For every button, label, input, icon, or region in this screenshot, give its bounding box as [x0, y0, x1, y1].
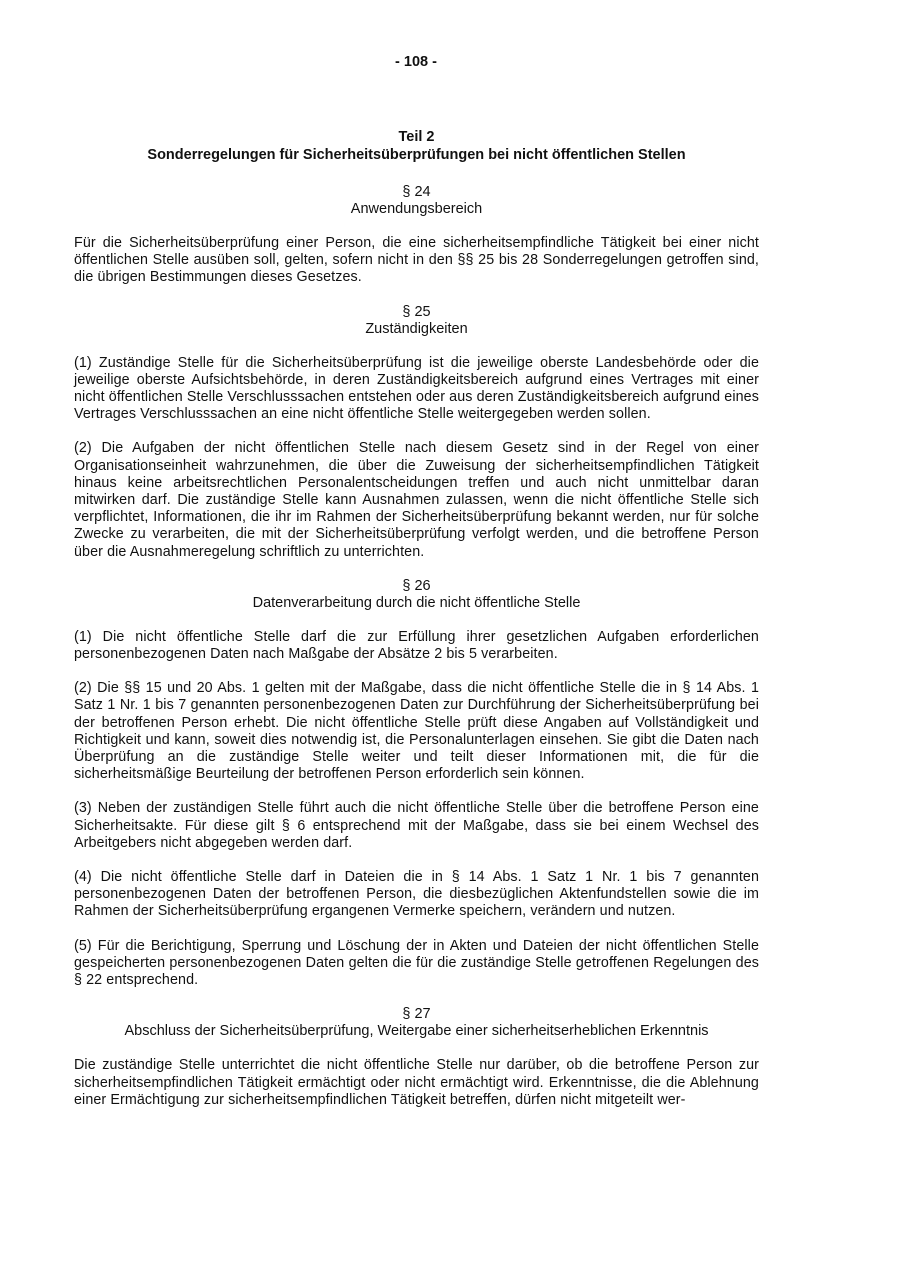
section-number: § 27	[402, 1006, 431, 1023]
paragraph: (1) Zuständige Stelle für die Sicherheitsüberprüfung ist die jeweilige oberste Landesbehörde oder die jeweilige oberste Aufsichtsbehörde, in deren Zuständigkeitsbereich aufgrund eines Vertrages mit einer nicht öffentlichen Stelle Verschlusssachen entstehen oder aus deren Zuständigkeitsbereich aufgrund eines Vertrages Verschlusssachen an eine nicht öffentliche Stelle weitergegeben werden sollen.	[74, 354, 759, 423]
section-number: § 24	[402, 184, 431, 200]
paragraph: Die zuständige Stelle unterrichtet die nicht öffentliche Stelle nur darüber, ob die betroffene Person zur sicherheitsempfindlichen Tätigkeit ermächtigt oder nicht ermächtigt wird. Erkenntnisse, die die Ablehnung einer Ermächtigung zur sicherheitsempfindlichen Tätigkeit betreffen, dürfen nicht mitgeteilt wer-	[74, 1057, 759, 1108]
paragraph: (3) Neben der zuständigen Stelle führt auch die nicht öffentliche Stelle über die betroffene Person eine Sicherheitsakte. Für diese gilt § 6 entsprechend mit der Maßgabe, dass sie bei einem Wechsel des Arbeitgebers nicht abgegeben werden darf.	[74, 800, 759, 851]
document-body	[74, 128, 759, 1109]
part-label: Teil 2	[398, 129, 435, 145]
section-number: § 26	[402, 577, 431, 594]
section-24-heading	[74, 184, 759, 218]
section-title: Abschluss der Sicherheitsüberprüfung, Weitergabe einer sicherheitserheblichen Erkenntnis	[124, 1023, 709, 1040]
section-title: Anwendungsbereich	[350, 201, 483, 217]
paragraph: Für die Sicherheitsüberprüfung einer Person, die eine sicherheitsempfindliche Tätigkeit bei einer nicht öffentlichen Stelle ausüben soll, gelten, sofern nicht in den §§ 25 bis 28 Sonderregelungen getroffen sind, die übrigen Bestimmungen dieses Gesetzes.	[74, 235, 759, 286]
part-title: Sonderregelungen für Sicherheitsüberprüfungen bei nicht öffentlichen Stellen	[147, 147, 686, 163]
section-number: § 25	[402, 303, 431, 320]
section-27-heading	[74, 1006, 759, 1040]
section-title: Datenverarbeitung durch die nicht öffentliche Stelle	[252, 594, 581, 611]
section-title: Zuständigkeiten	[365, 320, 468, 337]
section-25-heading	[74, 304, 759, 338]
page-number: - 108 -	[395, 54, 437, 70]
section-26-heading	[74, 578, 759, 612]
paragraph: (2) Die Aufgaben der nicht öffentlichen Stelle nach diesem Gesetz sind in der Regel von einer Organisationseinheit wahrzunehmen, die über die Zuweisung der sicherheitsempfindlichen Tätigkeit hinaus keine arbeitsrechtlichen Personalentscheidungen treffen und auch nicht unmittelbar daran mitwirken darf. Die zuständige Stelle kann Ausnahmen zulassen, wenn die nicht öffentliche Stelle sich verpflichtet, Informationen, die ihr im Rahmen der Sicherheitsüberprüfung bekannt werden, nur für solche Zwecke zu verarbeiten, die mit der Sicherheitsüberprüfung verfolgt werden, und die betroffene Person über die Ausnahmeregelung schriftlich zu unterrichten.	[74, 440, 759, 560]
paragraph: (1) Die nicht öffentliche Stelle darf die zur Erfüllung ihrer gesetzlichen Aufgaben erforderlichen personenbezogenen Daten nach Maßgabe der Absätze 2 bis 5 verarbeiten.	[74, 628, 759, 663]
paragraph: (5) Für die Berichtigung, Sperrung und Löschung der in Akten und Dateien der nicht öffentlichen Stelle gespeicherten personenbezogenen Daten gelten die für die zuständige Stelle getroffenen Regelungen des § 22 entsprechend.	[74, 937, 759, 989]
paragraph: (4) Die nicht öffentliche Stelle darf in Dateien die in § 14 Abs. 1 Satz 1 Nr. 1 bis 7 genannten personenbezogenen Daten der betroffenen Person, die diesbezüglichen Aktenfundstellen sowie die im Rahmen der Sicherheitsüberprüfung ergangenen Vermerke speichern, verändern und nutzen.	[74, 869, 759, 920]
paragraph: (2) Die §§ 15 und 20 Abs. 1 gelten mit der Maßgabe, dass die nicht öffentliche Stelle die in § 14 Abs. 1 Satz 1 Nr. 1 bis 7 genannten personenbezogenen Daten zur Durchführung der Sicherheitsüberprüfung bei der betroffenen Person erhebt. Die nicht öffentliche Stelle prüft diese Angaben auf Vollständigkeit und Richtigkeit und kann, soweit dies notwendig ist, die Personalunterlagen einsehen. Sie gibt die Daten nach Überprüfung an die zuständige Stelle weiter und teilt dieser Informationen mit, die für die sicherheitsmäßige Beurteilung der betroffenen Person erforderlich sein können.	[74, 680, 759, 783]
